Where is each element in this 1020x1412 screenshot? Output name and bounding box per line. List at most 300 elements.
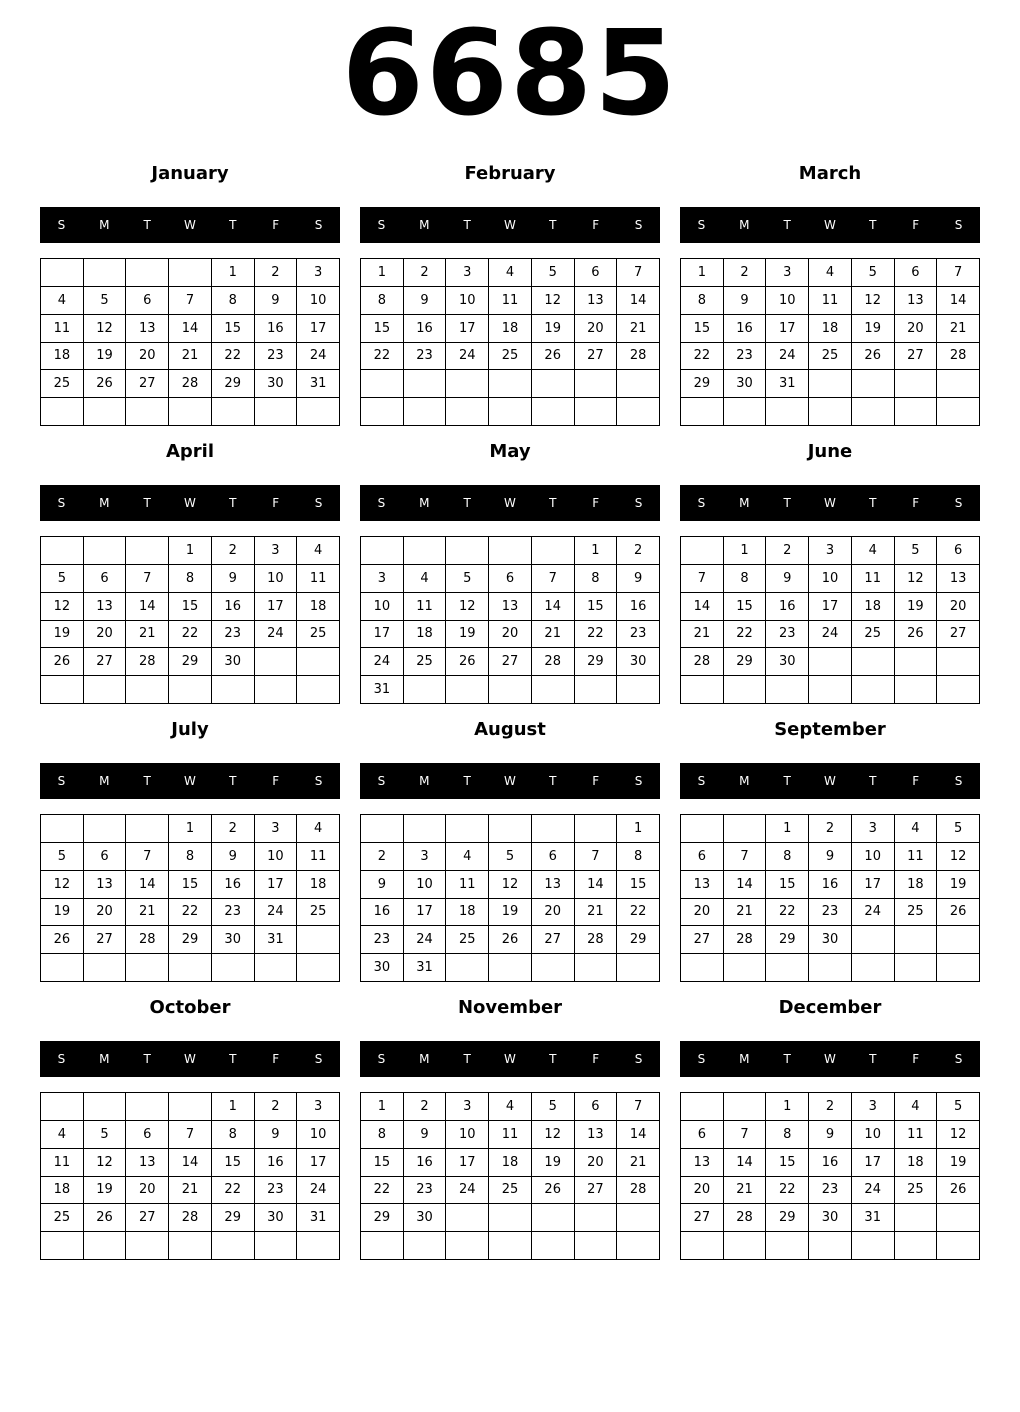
day-cell: 27: [126, 1204, 169, 1232]
day-cell: 26: [532, 343, 575, 371]
weekday-label: T: [549, 774, 557, 788]
day-cell: 1: [212, 259, 255, 287]
day-cell: [724, 954, 767, 982]
day-cell: 24: [297, 1177, 340, 1205]
weekday-label: M: [99, 1052, 110, 1066]
weekday-label: S: [954, 218, 963, 232]
day-cell: 20: [126, 1177, 169, 1205]
day-cell: 15: [766, 871, 809, 899]
day-cell: [126, 1093, 169, 1121]
day-cell: [724, 1093, 767, 1121]
day-cell: 18: [446, 899, 489, 927]
day-cell: 22: [766, 1177, 809, 1205]
day-cell: 6: [575, 1093, 618, 1121]
weekday-header: [680, 485, 980, 521]
day-cell: 23: [724, 343, 767, 371]
day-cell: 19: [895, 593, 938, 621]
day-cell: 30: [255, 1204, 298, 1232]
day-cell: 30: [361, 954, 404, 982]
day-cell: 24: [852, 1177, 895, 1205]
day-cell: 9: [255, 287, 298, 315]
day-cell: 23: [404, 1177, 447, 1205]
day-cell: 3: [809, 537, 852, 565]
day-cell: 8: [766, 1121, 809, 1149]
weekday-label: T: [229, 1052, 237, 1066]
day-cell: [169, 259, 212, 287]
day-cell: 31: [766, 370, 809, 398]
day-cell: 25: [489, 343, 532, 371]
weekday-label: M: [419, 774, 430, 788]
day-cell: 26: [489, 926, 532, 954]
day-cell: 3: [852, 815, 895, 843]
weekday-label: S: [954, 774, 963, 788]
day-cell: [297, 398, 340, 426]
day-cell: 13: [895, 287, 938, 315]
day-grid: [40, 814, 340, 982]
day-cell: 31: [361, 676, 404, 704]
day-cell: 15: [361, 315, 404, 343]
weekday-label: S: [57, 496, 66, 510]
weekday-label: M: [419, 218, 430, 232]
day-cell: 13: [84, 593, 127, 621]
weekday-label: T: [463, 218, 471, 232]
day-cell: 1: [766, 1093, 809, 1121]
day-cell: [212, 398, 255, 426]
weekday-label: T: [783, 1052, 791, 1066]
day-cell: 16: [766, 593, 809, 621]
day-cell: [489, 1204, 532, 1232]
month-may: [360, 437, 660, 707]
day-cell: 22: [724, 621, 767, 649]
day-cell: [446, 676, 489, 704]
day-cell: 4: [489, 259, 532, 287]
day-cell: [361, 537, 404, 565]
day-cell: 4: [895, 1093, 938, 1121]
weekday-label: M: [739, 1052, 750, 1066]
day-cell: 6: [575, 259, 618, 287]
day-cell: 15: [169, 871, 212, 899]
day-cell: 8: [169, 843, 212, 871]
day-cell: 21: [169, 1177, 212, 1205]
day-cell: 28: [532, 648, 575, 676]
day-cell: 6: [489, 565, 532, 593]
weekday-label: S: [634, 218, 643, 232]
day-cell: 24: [852, 899, 895, 927]
day-cell: [937, 1232, 980, 1260]
day-cell: 31: [297, 1204, 340, 1232]
day-cell: 19: [446, 621, 489, 649]
day-cell: 22: [212, 343, 255, 371]
day-cell: 12: [895, 565, 938, 593]
day-cell: 26: [84, 1204, 127, 1232]
day-cell: 23: [809, 899, 852, 927]
day-cell: [489, 954, 532, 982]
weekday-label: W: [504, 496, 516, 510]
day-cell: 26: [41, 926, 84, 954]
day-cell: 26: [84, 370, 127, 398]
day-cell: 20: [681, 1177, 724, 1205]
weekday-label: T: [549, 1052, 557, 1066]
weekday-label: M: [739, 496, 750, 510]
weekday-label: W: [184, 218, 196, 232]
day-cell: [724, 815, 767, 843]
day-cell: 25: [446, 926, 489, 954]
day-cell: [809, 370, 852, 398]
day-cell: 2: [617, 537, 660, 565]
day-cell: 29: [361, 1204, 404, 1232]
day-cell: 20: [532, 899, 575, 927]
day-cell: 25: [895, 1177, 938, 1205]
day-cell: 27: [489, 648, 532, 676]
day-cell: 12: [937, 843, 980, 871]
day-cell: 19: [489, 899, 532, 927]
day-cell: [84, 1232, 127, 1260]
day-cell: [724, 676, 767, 704]
day-cell: 1: [169, 815, 212, 843]
weekday-header: [680, 1041, 980, 1077]
day-cell: [84, 1093, 127, 1121]
day-cell: [41, 1232, 84, 1260]
day-cell: 5: [895, 537, 938, 565]
day-cell: 15: [766, 1149, 809, 1177]
day-cell: 19: [937, 1149, 980, 1177]
weekday-header: [360, 485, 660, 521]
day-cell: [41, 259, 84, 287]
month-october: [40, 993, 340, 1263]
day-cell: 19: [41, 621, 84, 649]
weekday-label: S: [314, 218, 323, 232]
day-cell: [681, 954, 724, 982]
weekday-label: F: [272, 1052, 280, 1066]
day-cell: 26: [852, 343, 895, 371]
day-cell: [446, 815, 489, 843]
day-cell: 29: [212, 370, 255, 398]
day-cell: 2: [404, 259, 447, 287]
day-cell: 4: [41, 1121, 84, 1149]
day-cell: [937, 370, 980, 398]
day-cell: 14: [617, 1121, 660, 1149]
day-cell: 21: [617, 315, 660, 343]
day-grid: [40, 258, 340, 426]
day-cell: 13: [126, 1149, 169, 1177]
day-cell: [895, 676, 938, 704]
day-cell: [41, 954, 84, 982]
day-cell: 4: [489, 1093, 532, 1121]
day-cell: 12: [489, 871, 532, 899]
day-cell: [532, 370, 575, 398]
day-cell: [297, 1232, 340, 1260]
day-cell: [255, 954, 298, 982]
day-cell: 8: [212, 1121, 255, 1149]
day-cell: 2: [724, 259, 767, 287]
day-cell: 24: [361, 648, 404, 676]
day-cell: 11: [297, 843, 340, 871]
day-cell: 21: [169, 343, 212, 371]
day-grid: [360, 258, 660, 426]
weekday-label: S: [377, 1052, 386, 1066]
weekday-label: M: [99, 218, 110, 232]
weekday-header: [40, 207, 340, 243]
day-cell: 10: [446, 287, 489, 315]
day-cell: 23: [255, 1177, 298, 1205]
day-cell: 7: [126, 843, 169, 871]
day-cell: 20: [937, 593, 980, 621]
day-cell: 19: [852, 315, 895, 343]
day-cell: [617, 1232, 660, 1260]
weekday-label: S: [57, 774, 66, 788]
day-cell: 24: [809, 621, 852, 649]
day-cell: 5: [446, 565, 489, 593]
weekday-header: [40, 1041, 340, 1077]
day-cell: [84, 398, 127, 426]
day-cell: [41, 676, 84, 704]
weekday-header: [360, 763, 660, 799]
day-cell: [169, 1232, 212, 1260]
day-cell: 7: [724, 843, 767, 871]
day-cell: 20: [489, 621, 532, 649]
day-cell: 7: [169, 1121, 212, 1149]
day-cell: 30: [404, 1204, 447, 1232]
day-cell: [766, 676, 809, 704]
day-cell: 11: [404, 593, 447, 621]
day-cell: [852, 676, 895, 704]
month-february: [360, 159, 660, 429]
day-cell: 21: [937, 315, 980, 343]
month-december: [680, 993, 980, 1263]
month-name: October: [149, 997, 231, 1018]
day-cell: 8: [766, 843, 809, 871]
day-cell: 1: [575, 537, 618, 565]
day-cell: 2: [404, 1093, 447, 1121]
day-cell: [532, 1204, 575, 1232]
day-cell: [575, 815, 618, 843]
month-name: December: [778, 997, 882, 1018]
day-cell: [84, 954, 127, 982]
day-cell: [575, 1232, 618, 1260]
day-cell: 12: [41, 871, 84, 899]
day-cell: 5: [41, 565, 84, 593]
day-cell: [489, 398, 532, 426]
day-cell: 21: [575, 899, 618, 927]
day-cell: 11: [489, 1121, 532, 1149]
calendar-year-title: 6685: [341, 4, 679, 142]
day-cell: [126, 676, 169, 704]
day-cell: 28: [169, 1204, 212, 1232]
day-cell: 9: [809, 843, 852, 871]
day-cell: [809, 954, 852, 982]
day-cell: 16: [809, 871, 852, 899]
weekday-header: [40, 485, 340, 521]
day-cell: 11: [489, 287, 532, 315]
weekday-label: T: [869, 1052, 877, 1066]
weekday-label: S: [634, 496, 643, 510]
day-cell: 8: [724, 565, 767, 593]
day-cell: 12: [937, 1121, 980, 1149]
day-cell: 7: [724, 1121, 767, 1149]
day-cell: [84, 537, 127, 565]
day-cell: [169, 954, 212, 982]
day-cell: 14: [169, 1149, 212, 1177]
day-cell: 7: [681, 565, 724, 593]
day-cell: 30: [724, 370, 767, 398]
day-cell: 3: [446, 259, 489, 287]
day-cell: [404, 1232, 447, 1260]
day-cell: 25: [297, 899, 340, 927]
weekday-label: F: [592, 774, 600, 788]
day-cell: 13: [575, 1121, 618, 1149]
day-cell: 19: [532, 1149, 575, 1177]
day-cell: [84, 676, 127, 704]
day-cell: [255, 676, 298, 704]
day-cell: 29: [617, 926, 660, 954]
month-name: March: [798, 163, 862, 184]
day-cell: 1: [361, 259, 404, 287]
day-cell: 6: [681, 1121, 724, 1149]
day-cell: 21: [532, 621, 575, 649]
day-cell: [169, 676, 212, 704]
weekday-label: F: [912, 774, 920, 788]
day-cell: 22: [617, 899, 660, 927]
day-cell: 3: [404, 843, 447, 871]
day-cell: 5: [937, 815, 980, 843]
day-cell: [361, 370, 404, 398]
day-cell: 29: [575, 648, 618, 676]
weekday-label: M: [419, 496, 430, 510]
day-grid: [40, 536, 340, 704]
day-cell: 2: [766, 537, 809, 565]
weekday-label: S: [634, 774, 643, 788]
weekday-label: S: [697, 218, 706, 232]
day-cell: 25: [895, 899, 938, 927]
day-cell: 6: [126, 287, 169, 315]
day-grid: [680, 1092, 980, 1260]
day-cell: 14: [724, 1149, 767, 1177]
day-cell: [297, 954, 340, 982]
day-cell: 18: [489, 1149, 532, 1177]
day-cell: [84, 815, 127, 843]
day-cell: 6: [937, 537, 980, 565]
day-cell: [575, 398, 618, 426]
day-cell: [126, 537, 169, 565]
day-cell: 30: [809, 1204, 852, 1232]
day-cell: [532, 954, 575, 982]
day-cell: 18: [895, 871, 938, 899]
day-cell: 8: [681, 287, 724, 315]
day-cell: 14: [169, 315, 212, 343]
weekday-label: M: [419, 1052, 430, 1066]
weekday-label: T: [549, 496, 557, 510]
day-cell: [852, 398, 895, 426]
day-cell: 14: [937, 287, 980, 315]
day-cell: 17: [809, 593, 852, 621]
day-cell: 21: [724, 899, 767, 927]
day-cell: 14: [575, 871, 618, 899]
day-cell: 23: [617, 621, 660, 649]
day-cell: 11: [809, 287, 852, 315]
day-cell: 6: [681, 843, 724, 871]
day-cell: 4: [446, 843, 489, 871]
day-cell: 25: [404, 648, 447, 676]
day-cell: 20: [575, 1149, 618, 1177]
month-name: January: [151, 163, 229, 184]
weekday-label: W: [184, 774, 196, 788]
day-cell: [852, 926, 895, 954]
day-cell: 15: [361, 1149, 404, 1177]
day-cell: 1: [681, 259, 724, 287]
weekday-label: S: [697, 496, 706, 510]
day-cell: [489, 815, 532, 843]
day-cell: [169, 1093, 212, 1121]
weekday-label: S: [697, 774, 706, 788]
day-cell: [766, 954, 809, 982]
day-cell: 1: [212, 1093, 255, 1121]
day-cell: 13: [937, 565, 980, 593]
day-cell: 4: [852, 537, 895, 565]
day-cell: [937, 1204, 980, 1232]
day-cell: [809, 1232, 852, 1260]
day-cell: 30: [255, 370, 298, 398]
day-cell: 1: [617, 815, 660, 843]
month-august: [360, 715, 660, 985]
day-cell: [724, 1232, 767, 1260]
day-grid: [360, 814, 660, 982]
day-cell: 24: [255, 899, 298, 927]
day-cell: 11: [41, 1149, 84, 1177]
day-cell: 14: [724, 871, 767, 899]
weekday-label: F: [592, 496, 600, 510]
day-cell: [809, 648, 852, 676]
day-cell: 13: [681, 871, 724, 899]
day-grid: [680, 814, 980, 982]
day-grid: [360, 536, 660, 704]
day-cell: 6: [84, 843, 127, 871]
day-cell: 18: [297, 871, 340, 899]
day-cell: 27: [681, 1204, 724, 1232]
day-cell: 9: [766, 565, 809, 593]
day-cell: 29: [724, 648, 767, 676]
day-cell: 23: [809, 1177, 852, 1205]
weekday-label: T: [463, 774, 471, 788]
day-cell: [575, 1204, 618, 1232]
day-cell: 17: [255, 593, 298, 621]
day-cell: 12: [532, 287, 575, 315]
day-cell: 11: [41, 315, 84, 343]
day-cell: 2: [212, 815, 255, 843]
weekday-label: T: [143, 496, 151, 510]
day-cell: 3: [297, 1093, 340, 1121]
day-cell: 28: [617, 343, 660, 371]
day-cell: 20: [681, 899, 724, 927]
weekday-label: S: [377, 218, 386, 232]
day-cell: 9: [212, 843, 255, 871]
day-cell: 12: [852, 287, 895, 315]
day-cell: 27: [84, 926, 127, 954]
day-cell: 22: [681, 343, 724, 371]
day-cell: 18: [297, 593, 340, 621]
weekday-label: T: [229, 496, 237, 510]
weekday-label: T: [783, 218, 791, 232]
day-cell: 29: [169, 926, 212, 954]
day-cell: 10: [297, 287, 340, 315]
day-cell: 20: [84, 899, 127, 927]
weekday-header: [680, 763, 980, 799]
day-cell: 20: [84, 621, 127, 649]
day-cell: 20: [575, 315, 618, 343]
day-cell: [681, 676, 724, 704]
day-cell: 15: [681, 315, 724, 343]
day-cell: 3: [852, 1093, 895, 1121]
day-cell: [41, 1093, 84, 1121]
